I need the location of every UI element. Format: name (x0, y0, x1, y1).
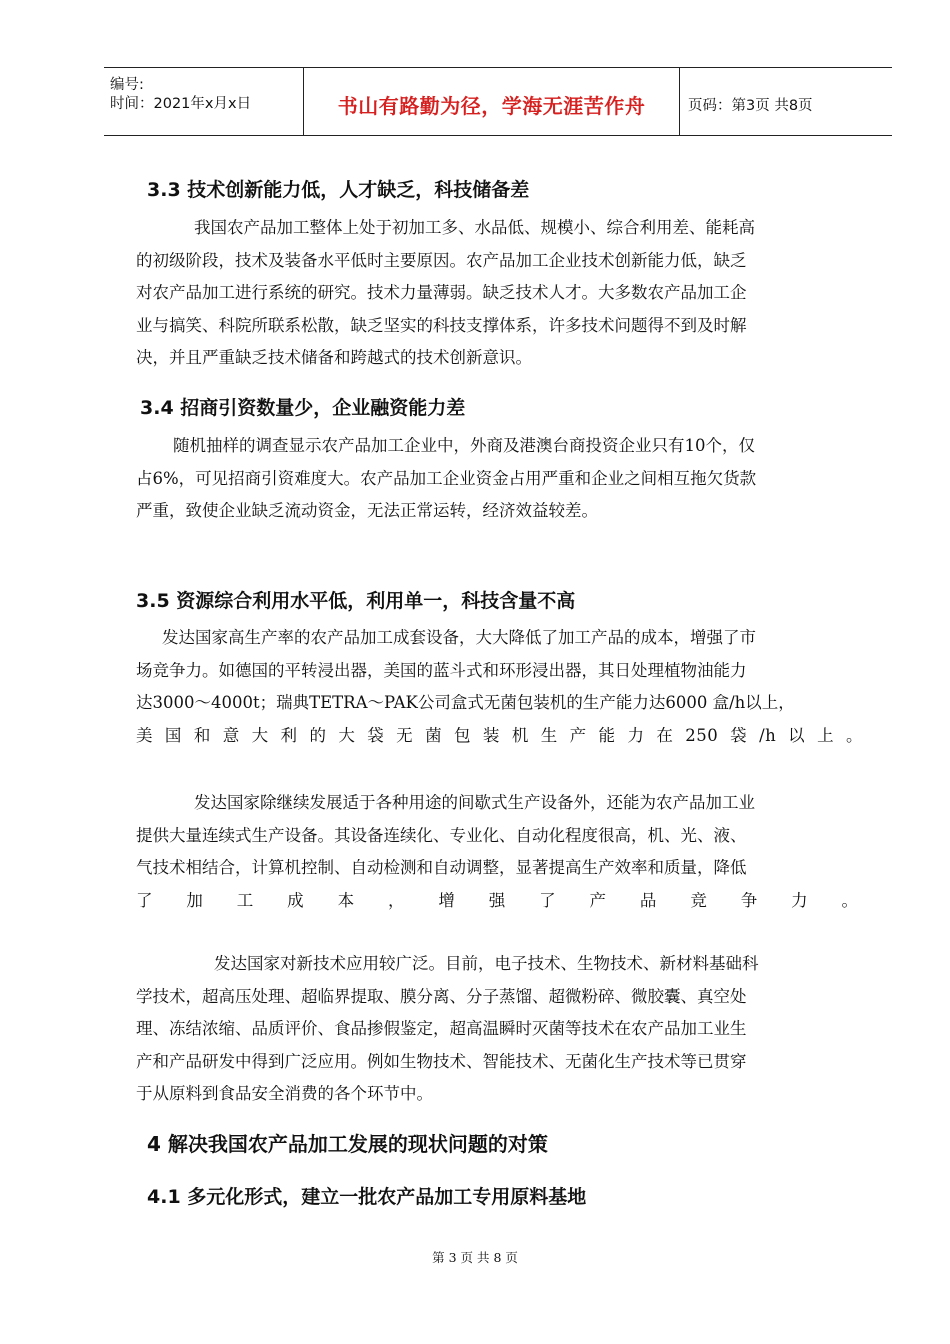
serial-label: 编号: (110, 77, 144, 93)
text-line: 达3000～4000t；瑞典TETRA～PAK公司盒式无菌包装机的生产能力达6000 盒/h以上， (136, 693, 795, 712)
text-line: 产和产品研发中得到广泛应用。例如生物技术、智能技术、无菌化生产技术等已贯穿 (136, 1051, 747, 1071)
text-line: 严重，致使企业缺乏流动资金，无法正常运转，经济效益较差。 (136, 501, 598, 520)
header-page-cell (680, 68, 892, 135)
text-line: 对农产品加工进行系统的研究。技术力量薄弱。缺乏技术人才。大多数农产品加工企 (136, 283, 747, 302)
date-label: 时间：2021年x月x日 (110, 96, 252, 112)
page-label: 页码：第3页 共8页 (688, 98, 813, 114)
text-line: 提供大量连续式生产设备。其设备连续化、专业化、自动化程度很高，机、光、液、 (136, 825, 747, 845)
text-line: 理、冻结浓缩、品质评价、食品掺假鉴定，超高温瞬时灭菌等技术在农产品加工业生 (136, 1019, 747, 1038)
text-line: 美国和意大利的大袋无菌包装机生产能力在250袋/h以上。 (136, 725, 863, 745)
paragraph-3-5-c (136, 948, 858, 1111)
heading-3-5: 3.5 资源综合利用水平低，利用单一，科技含量不高 (136, 590, 576, 612)
text-line: 发达国家除继续发展适于各种用途的间歇式生产设备外，还能为农产品加工业 (194, 793, 755, 812)
text-line: 发达国家高生产率的农产品加工成套设备，大大降低了加工产品的成本，增强了市 (162, 628, 756, 647)
text-line: 占6%，可见招商引资难度大。农产品加工企业资金占用严重和企业之间相互拖欠货款 (136, 468, 757, 488)
motto: 书山有路勤为径，学海无涯苦作舟 (337, 94, 646, 118)
header-table (104, 67, 892, 136)
heading-3-4: 3.4 招商引资数量少，企业融资能力差 (140, 397, 466, 419)
heading-4-1: 4.1 多元化形式，建立一批农产品加工专用原料基地 (147, 1186, 587, 1208)
text-line: 随机抽样的调查显示农产品加工企业中，外商及港澳台商投资企业只有10个，仅 (173, 436, 755, 455)
text-line: 发达国家对新技术应用较广泛。目前，电子技术、生物技术、新材料基础科 (214, 954, 759, 973)
text-line: 决，并且严重缺乏技术储备和跨越式的技术创新意识。 (136, 348, 532, 367)
text-line: 学技术，超高压处理、超临界提取、膜分离、分子蒸馏、超微粉碎、微胶囊、真空处 (136, 986, 747, 1006)
page-footer: 第 3 页 共 8 页 (432, 1250, 518, 1265)
text-line: 业与搞笑、科院所联系松散，缺乏坚实的科技支撑体系，许多技术问题得不到及时解 (136, 315, 747, 335)
paragraph-3-5-b (136, 787, 858, 917)
paragraph-3-3 (136, 212, 858, 375)
header-info-cell (104, 68, 304, 135)
heading-4: 4 解决我国农产品加工发展的现状问题的对策 (147, 1132, 548, 1156)
text-line: 气技术相结合，计算机控制、自动检测和自动调整，显著提高生产效率和质量，降低 (136, 858, 747, 877)
text-line: 我国农产品加工整体上处于初加工多、水品低、规模小、综合利用差、能耗高 (194, 218, 755, 237)
paragraph-3-5-a (136, 622, 863, 752)
text-line: 了加工成本，增强了产品竞争力。 (136, 890, 858, 910)
text-line: 场竞争力。如德国的平转浸出器，美国的蓝斗式和环形浸出器，其日处理植物油能力 (136, 660, 747, 680)
heading-3-3: 3.3 技术创新能力低，人才缺乏，科技储备差 (147, 179, 530, 201)
text-line: 的初级阶段，技术及装备水平低时主要原因。农产品加工企业技术创新能力低，缺乏 (136, 250, 747, 270)
header-motto-cell (304, 68, 680, 135)
paragraph-3-4 (136, 430, 858, 528)
text-line: 于从原料到食品安全消费的各个环节中。 (136, 1084, 433, 1103)
